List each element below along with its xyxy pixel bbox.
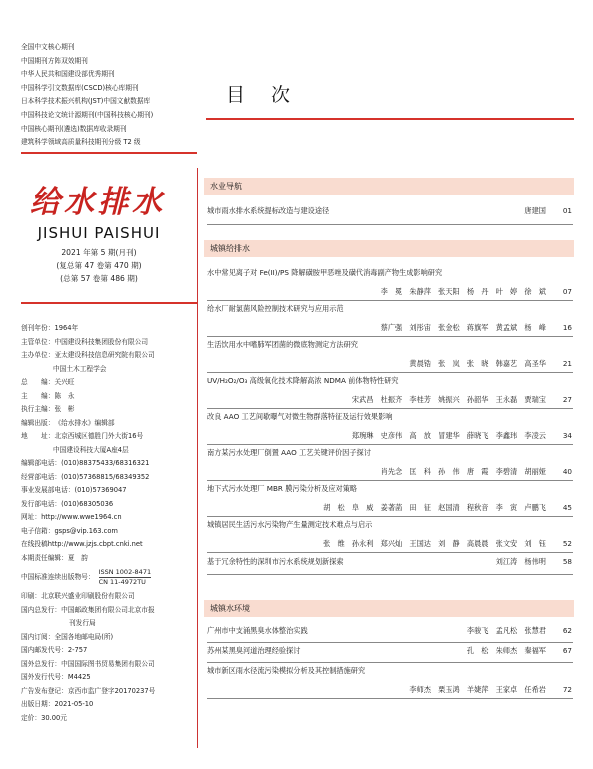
submission-row: 在线投稿 http://www.jzjs.cbpt.cnki.net xyxy=(21,538,197,552)
entry-title[interactable]: 生活饮用水中嗜肺军团菌的微底物测定方法研究 xyxy=(207,340,358,349)
toc-entry[interactable] xyxy=(207,646,572,656)
section-header: 城镇给排水 xyxy=(204,240,574,257)
entry-title: 广州市中支涌黑臭水体整治实践 xyxy=(207,626,308,635)
toc-separator xyxy=(207,224,573,225)
info-continuation: 刊发行局 xyxy=(69,619,96,627)
entry-page: 52 xyxy=(562,539,572,548)
entry-title[interactable]: 改良 AAO 工艺间歇曝气对微生物群落特征及运行效果影响 xyxy=(207,412,393,421)
info-row: 出版日期： 2021-05-10 xyxy=(21,700,94,708)
info-row: 主办单位： 亚太建设科技信息研究院有限公司 xyxy=(21,351,155,359)
entry-page: 40 xyxy=(562,467,572,476)
info-row: 主管单位： 中国建设科技集团股份有限公司 xyxy=(21,337,149,346)
entry-title[interactable]: 城镇居民生活污水污染物产生量测定技术难点与启示 xyxy=(207,520,373,529)
indexing-item: 中华人民共和国建设部优秀期刊 xyxy=(21,70,115,79)
issue-line: 2021 年第 5 期(月刊) xyxy=(61,248,137,257)
info-row: 编辑部电话： (010)88375433/68316321 xyxy=(21,459,150,467)
publication-info xyxy=(21,322,197,725)
entry-authors: 宋武昌 杜振齐 李桂芳 姚振兴 孙韶华 王永磊 贾瑞宝 xyxy=(351,395,546,404)
toc-separator xyxy=(207,408,573,409)
entry-byline xyxy=(207,503,572,513)
info-row: 本期责任编辑： 夏 韵 xyxy=(21,553,88,562)
entry-authors: 胡 松 阜 威 姜著菡 田 征 赵国清 程秋音 李 寅 卢鹏飞 xyxy=(323,503,546,512)
issn-box xyxy=(99,568,152,587)
indexing-item: 全国中文核心期刊 xyxy=(21,43,75,51)
entry-authors: 蔡广强 刘彤宙 张金松 蒋旗军 黄孟斌 杨 峰 xyxy=(380,323,546,332)
toc-rule xyxy=(206,118,574,120)
entry-title[interactable]: 地下式污水处理厂 MBR 膜污染分析及应对策略 xyxy=(207,484,358,493)
toc-separator xyxy=(207,480,573,481)
entry-authors: 李 冕 朱静萍 张天阳 杨 丹 叶 婷 徐 斌 xyxy=(380,287,546,296)
entry-authors: 郑琬琳 史彦伟 高 放 冒建华 薛晓飞 李鑫玮 李凌云 xyxy=(351,431,546,440)
entry-byline xyxy=(207,359,572,369)
indexing-item: 建筑科学领域高质量科技期刊分级 T2 级 xyxy=(21,138,141,147)
entry-title[interactable]: 南方某污水处理厂倒置 AAO 工艺关键评价因子探讨 xyxy=(207,448,371,457)
info-row: 创刊年份： 1964年 xyxy=(21,324,79,332)
entry-byline xyxy=(207,431,572,441)
red-divider xyxy=(21,152,197,154)
toc-separator xyxy=(207,516,573,517)
entry-byline xyxy=(207,467,572,477)
entry-authors: 黄晨锆 张 岚 张 晓 韩嘉艺 高圣华 xyxy=(409,359,546,368)
info-row: 执行主编： 张 彬 xyxy=(21,405,75,413)
journal-title-en: JISHUI PAISHUI xyxy=(37,224,161,242)
indexing-item: 中国期刊方阵双效期刊 xyxy=(21,56,88,65)
entry-title[interactable]: 城市新区雨水径流污染模拟分析及其控制措施研究 xyxy=(207,666,366,675)
info-row: 广告发布登记： 京西市监广登字20170237号 xyxy=(21,686,156,695)
entry-authors: 刘江涛 杨伟明 xyxy=(495,557,546,566)
entry-page: 45 xyxy=(562,503,572,512)
toc-separator xyxy=(207,300,573,301)
info-row: 发行部电话： (010)68305036 xyxy=(21,499,114,508)
info-row: 国内总发行： 中国邮政集团有限公司北京市报 xyxy=(21,605,155,614)
entry-authors: 李师杰 栗玉鸿 羊婕萍 王家卓 任希岩 xyxy=(409,685,546,694)
issue-line: (复总第 47 卷第 470 期) xyxy=(56,261,142,270)
toc-heading: 目 次 xyxy=(226,84,301,106)
info-row: 主 编： 陈 永 xyxy=(21,391,75,400)
toc-separator xyxy=(207,642,573,643)
entry-byline xyxy=(207,395,572,405)
entry-page: 21 xyxy=(562,359,572,368)
entry-page: 62 xyxy=(562,626,572,635)
info-row: 印刷： 北京联兴盛业印刷股份有限公司 xyxy=(21,592,135,600)
logo-text: 给水排水 xyxy=(30,185,166,220)
toc-separator xyxy=(207,698,573,699)
info-row: 定价： 30.00元 xyxy=(21,713,67,722)
toc-entry[interactable] xyxy=(207,206,572,216)
left-column xyxy=(0,0,200,769)
entry-byline xyxy=(207,685,572,695)
entry-authors: 孔 松 朱师杰 秦福军 xyxy=(466,646,546,655)
info-continuation: 中国建设科技大厦A座4层 xyxy=(53,445,129,454)
indexing-item: 中国科技论文统计源期刊(中国科技核心期刊) xyxy=(21,110,154,119)
entry-page: 01 xyxy=(562,206,572,215)
column-divider xyxy=(197,168,198,748)
entry-authors: 肖先念 匡 科 孙 伟 唐 霞 李碧清 胡丽娅 xyxy=(380,467,546,476)
indexing-item: 中国核心期刊(遴选)数据库收录期刊 xyxy=(21,124,127,133)
email-row: 电子信箱： gsps@vip.163.com xyxy=(21,525,197,539)
issn-row: 中国标准连续出版物号： ISSN 1002-8471 CN 11-4972TU xyxy=(21,568,152,586)
section-header: 水业导航 xyxy=(204,178,574,195)
info-row: 地 址： 北京西城区德胜门外大街16号 xyxy=(21,432,144,440)
entry-title: 基于冗余特性的深圳市污水系统规划新探索 xyxy=(207,557,344,566)
info-row: 总 编： 关兴旺 xyxy=(21,378,75,386)
entry-title[interactable]: 水中常见离子对 Fe(II)/PS 降解磺胺甲恶唑及磺代消毒副产物生成影响研究 xyxy=(207,268,443,277)
entry-title[interactable]: 给水厂耐氯菌风险控制技术研究与应用示范 xyxy=(207,304,344,313)
cn-number: CN 11-4972TU xyxy=(98,578,146,586)
info-row: 国内订阅： 全国各地邮电局(所) xyxy=(21,632,114,641)
issue-info xyxy=(21,246,177,285)
issn-number: ISSN 1002-8471 xyxy=(98,568,152,576)
issue-line: (总第 57 卷第 486 期) xyxy=(60,274,138,283)
entry-authors: 唐建国 xyxy=(524,206,546,215)
toc-separator xyxy=(207,372,573,373)
entry-page: 58 xyxy=(562,557,572,566)
toc-separator xyxy=(207,444,573,445)
entry-page: 67 xyxy=(562,646,572,655)
info-continuation: 中国土木工程学会 xyxy=(53,364,107,373)
section-header: 城镇水环境 xyxy=(204,600,574,617)
submission-link[interactable]: http://www.jzjs.cbpt.cnki.net xyxy=(47,540,143,548)
entry-title[interactable]: UV/H₂O₂/O₃ 高级氧化技术降解高浓 NDMA 前体物特性研究 xyxy=(207,376,399,385)
toc-separator xyxy=(207,662,573,663)
toc-separator xyxy=(207,552,573,553)
toc-entry[interactable] xyxy=(207,626,572,636)
info-row: 国内邮发代号： 2-757 xyxy=(21,646,88,654)
entry-title: 苏州某黑臭河道治理经验探讨 xyxy=(207,646,301,655)
toc-entry[interactable] xyxy=(207,557,572,567)
website-link[interactable]: http://www.wwe1964.cn xyxy=(41,513,122,521)
entry-page: 34 xyxy=(562,431,572,440)
entry-page: 07 xyxy=(562,287,572,296)
entry-authors: 李骏飞 孟凡松 张慧君 xyxy=(466,626,546,635)
entry-title: 城市雨水排水系统提标改造与建设途径 xyxy=(207,206,330,215)
entry-page: 72 xyxy=(562,685,572,694)
info-row: 国外发行代号： M4425 xyxy=(21,673,91,681)
entry-page: 16 xyxy=(562,323,572,332)
email-link[interactable]: gsps@vip.163.com xyxy=(54,526,118,535)
entry-byline xyxy=(207,539,572,549)
indexing-list xyxy=(21,41,197,150)
website-row: 网址： http://www.wwe1964.cn xyxy=(21,511,197,525)
entry-byline xyxy=(207,323,572,333)
info-row: 事业发展部电话： (010)57369047 xyxy=(21,486,127,494)
info-row: 编辑出版： 《给水排水》编辑部 xyxy=(21,418,115,427)
indexing-item: 中国科学引文数据库(CSCD)核心库期刊 xyxy=(21,83,139,92)
entry-byline xyxy=(207,287,572,297)
info-row: 国外总发行： 中国国际图书贸易集团有限公司 xyxy=(21,659,155,668)
journal-logo xyxy=(18,181,178,221)
toc-separator xyxy=(207,574,573,575)
info-row: 经营部电话： (010)57368815/68349352 xyxy=(21,472,150,481)
indexing-item: 日本科学技术振兴机构(JST)中国文献数据库 xyxy=(21,97,151,106)
entry-page: 27 xyxy=(562,395,572,404)
toc-separator xyxy=(207,336,573,337)
red-divider xyxy=(21,302,197,304)
entry-authors: 张 维 孙永利 郑兴灿 王国达 刘 静 高晨晨 张文安 刘 钰 xyxy=(323,539,546,548)
